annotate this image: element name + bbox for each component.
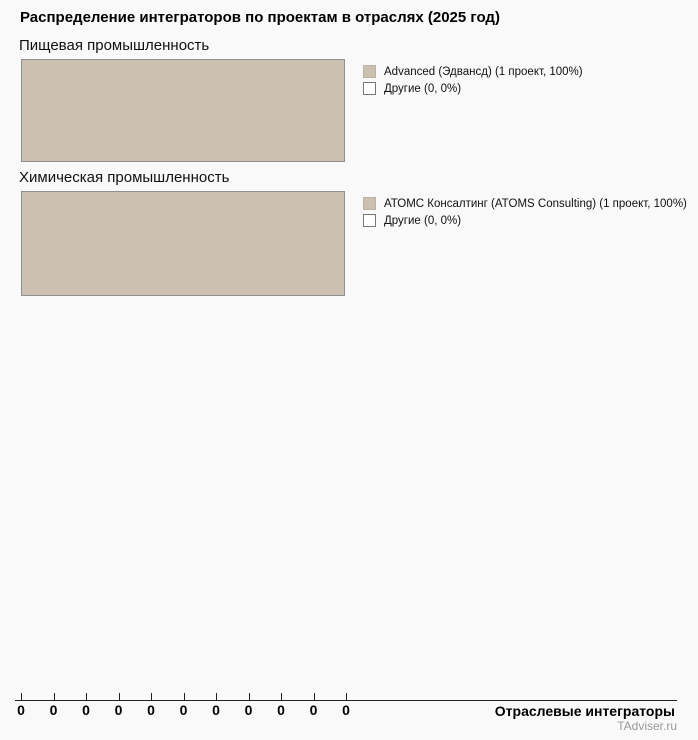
bar-chemical-industry — [21, 191, 345, 296]
axis-tick-label: 0 — [244, 702, 253, 718]
axis-tick-label: 0 — [82, 702, 90, 718]
legend-swatch-empty-icon — [363, 214, 376, 227]
legend-label: АТОМС Консалтинг (ATOMS Consulting) (1 проект, 100%) — [384, 197, 687, 210]
axis-tick — [281, 693, 282, 700]
legend-food — [363, 63, 583, 97]
x-axis-line — [15, 700, 677, 701]
axis-tick-label: 0 — [277, 702, 285, 718]
chart-title: Распределение интеграторов по проектам в отраслях (2025 год) — [20, 9, 500, 26]
bar-food-industry — [21, 59, 345, 162]
axis-tick-label: 0 — [114, 702, 123, 718]
axis-tick-label: 0 — [147, 702, 155, 718]
legend-chemical — [363, 195, 687, 229]
legend-swatch-filled-icon — [363, 65, 376, 78]
axis-tick — [346, 693, 347, 700]
legend-item — [363, 195, 687, 212]
axis-tick — [249, 693, 250, 700]
source-watermark: TAdviser.ru — [617, 719, 677, 733]
axis-tick — [151, 693, 152, 700]
axis-tick — [184, 693, 185, 700]
section-heading-food: Пищевая промышленность — [19, 37, 210, 54]
axis-tick-label: 0 — [49, 702, 58, 718]
axis-tick — [216, 693, 217, 700]
axis-tick-label: 0 — [179, 702, 188, 718]
axis-tick-label: 0 — [17, 702, 25, 718]
axis-tick — [119, 693, 120, 700]
legend-swatch-filled-icon — [363, 197, 376, 210]
legend-item — [363, 80, 583, 97]
legend-item — [363, 63, 583, 80]
legend-swatch-empty-icon — [363, 82, 376, 95]
axis-tick-label: 0 — [212, 702, 220, 718]
axis-tick-label: 0 — [309, 702, 318, 718]
axis-tick — [314, 693, 315, 700]
legend-label: Другие (0, 0%) — [384, 214, 462, 227]
section-heading-chemical: Химическая промышленность — [19, 169, 230, 186]
axis-tick — [54, 693, 55, 700]
legend-item — [363, 212, 687, 229]
axis-tick — [86, 693, 87, 700]
axis-tick-label: 0 — [342, 702, 350, 718]
legend-label: Advanced (Эдвансд) (1 проект, 100%) — [384, 65, 583, 78]
legend-label: Другие (0, 0%) — [384, 82, 462, 95]
x-axis-label: Отраслевые интеграторы — [494, 703, 675, 719]
axis-tick — [21, 693, 22, 700]
